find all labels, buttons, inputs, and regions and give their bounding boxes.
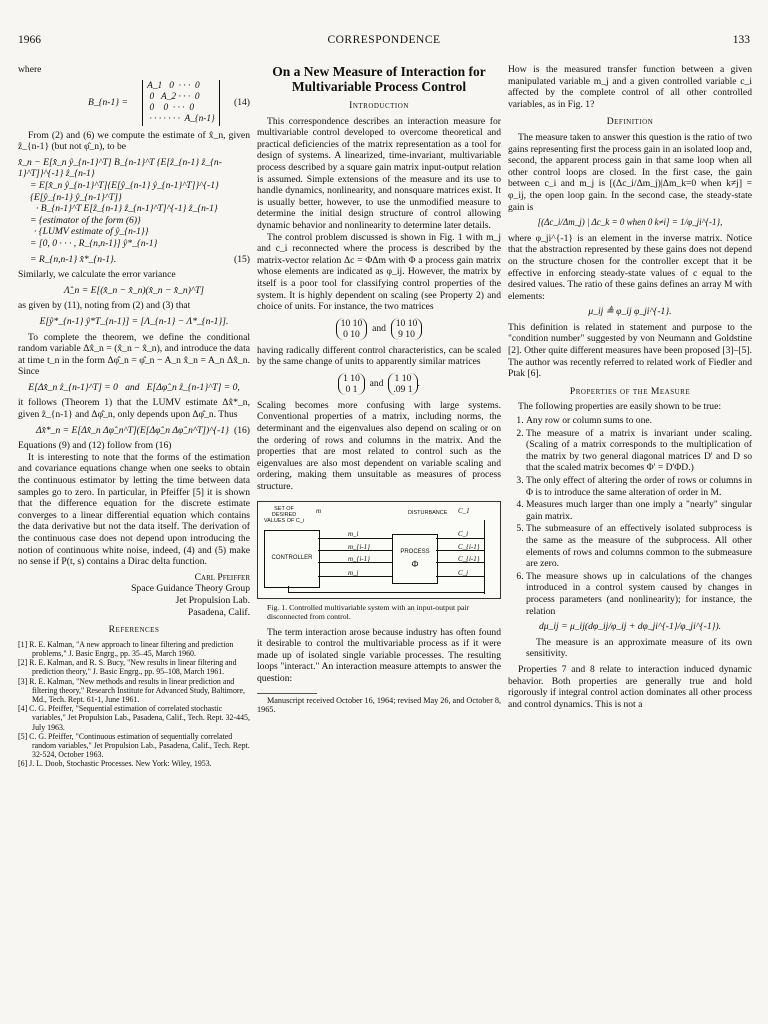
paragraph: Scaling becomes more confusing with large systems. Conventional properties of a matrix, including norms, the determinant and the eigenvalues also depend on scaling or on the ordering of rows and columns in the matrix. And the properties that are most related to control such as the eigenvalues are also most dependent on variable scaling and ordering, making them unsuitable as measures of process structure. [257,399,501,493]
paragraph: How is the measured transfer function between a given manipulated variable m_j and a given controlled variable c_i affected by the complete control of all other controlled variables, as in Fig. 1? [508,64,752,110]
property-list [508,415,752,617]
paragraph: The term interaction arose because industry has often found it desirable to control the multivariable process as if it were made up of isolated single variable processes. The resulting loops "interact." An interaction measure attempts to answer the question: [257,626,501,684]
equation: E[ŷ*_{n-1} ŷ*T_{n-1}] = [Λ_{n-1} − Λ*_{n-1}]. [39,315,229,327]
column-middle [257,64,501,715]
process-box: PROCESS Φ [392,534,438,584]
reference-item: [1] R. E. Kalman, "A new approach to linear filtering and prediction problems," J. Basic Engrg., pp. 35–45, March 1960. [18,639,234,658]
equation: dμ_ij = μ_ij(dφ_ij/φ_ij + dφ_ji^{-1}/φ_ji^{-1}). [538,621,722,633]
equation: Λ̂_n = E[(x̂_n − x̂_n)(x̂_n − x̂_n)^T] [63,284,205,296]
figure-label-m: m [316,506,322,515]
equation-block: x̂_n − E[x̂_n ŷ_{n-1}^T] B_{n-1}^T {E[ẑ_{n-1} ẑ_{n-1}^T]}^{-1} ẑ_{n-1} = E[x̂_n ŷ_{n-1}^T]{E[ŷ_{n-1} ŷ_{n-1}^T]}^{-1}{E[ŷ_{n-1} ŷ_{n-1}^T]} · B_{n-1}^T E[ẑ_{n-1} ẑ_{n-1}^T]^{-1} ẑ_{n-1} = {estimator of the form (6)} · {LUMV estimate of ŷ_{n-1}} = [0, 0 · · · , R_{n,n-1}] ŷ*_{n-1} [18,156,222,249]
paragraph: From (2) and (6) we compute the estimate of x̂_n, given ẑ_{n-1} (but not φ̂_n), to be [18,129,250,153]
matrix: 1 10 .09 1 [388,373,417,395]
list-item: 5. The submeasure of an effectively isolated subprocess is the same as the measure of the subprocess. All other elements of rows and columns common to the submeasure are zero. [526,523,752,569]
paragraph: The control problem discussed is shown in Fig. 1 with m_j and c_i reconnected where the process is described by the matrix-vector relation Δc = ΦΔm with Φ a process gain matrix whose elements are indicated as φ_ij. However, the matrix by itself is a poor tool for classifying control properties of the system. It is highly dependent on scaling (see Property 2) and choice of units. For instance, the two matrices [257,231,501,313]
matrix: 10 10 9 10 [391,318,423,340]
equation-14 [18,80,250,126]
paragraph: it follows (Theorem 1) that the LUMV estimate Δx̂*_n, given ẑ_{n-1} and Δφ̂_n, only depends upon Δφ̂_n. Thus [18,397,250,421]
section-title: CORRESPONDENCE [327,34,441,46]
figure-caption: Fig. 1. Controlled multivariable system with an input-output pair disconnected from control. [267,602,470,621]
column-right [508,64,752,710]
reference-item: [6] J. L. Doob, Stochastic Processes. New York: Wiley, 1953. [18,759,212,769]
reference-item: [5] C. G. Pfeiffer, "Continuous estimation of sequentially correlated random variables," Jet Propulsion Lab., Pasadena, Calif., Tech. Rept. 32-524, October 1963. [18,731,250,760]
column-left [18,64,250,769]
equation-number: (15) [234,253,250,265]
equation: E[Δx̂_n ẑ_{n-1}^T] = 0 and E[Δφ̂_n ẑ_{n-1}^T] = 0, [28,381,240,393]
matrix: 10 10 0 10 [336,318,368,340]
paragraph: The measure taken to answer this question is the ratio of two gains representing first the process gain in an isolated loop and, second, the apparent process gain in that same loop when all other control loops are closed. In the first case, the gain between c_i and m_j is [(Δc_i/Δm_j)|Δm_k=0 when k≠j] = φ_ij, the open loop gain. In the second case, the steady-state gain is [508,131,752,213]
paragraph: It is interesting to note that the forms of the estimation and covariance equations change when one seeks to obtain the continuous estimator by letting the time between data samples go to zero. In particular, in Pfeiffer [5] it is shown that the difference equation for the discrete estimate converges to a linear differential equation which contains the data derivative but not the data itself. The derivation of the continuous case does not depend upon introducing the notion of continuous white noise, indeed, (4) and (5) make no sense if P(t, s) contains a Dirac delta function. [18,451,250,568]
list-item: 3. The only effect of altering the order of rows or columns in Φ is to introduce the same alteration of order in M. [526,475,752,498]
paragraph: Similarly, we calculate the error variance [18,269,176,281]
list-item: 6. The measure shows up in calculations of the changes introduced in a control system caused by changes in process parameters (and nonlinearity); for instance, the relation [526,571,752,617]
paragraph: This correspondence describes an interaction measure for multivariable control developed to overcome theoretical and practical deficiencies of the matrix representation as a tool for design of systems. A linearized, time-invariant, multivariable process described by a square gain matrix input-output relation is assumed. Simple extensions of the measure and its use to handle dynamics, nonlinearity, and nonsquare matrices exist. It is usually better, however, to use the unmodified measure to determine the initial design structure of control allowing dynamic behavior and nonlinearity to determine later details. [257,115,501,231]
reference-item: [2] R. E. Kalman, and R. S. Bucy, "New results in linear filtering and prediction theory," J. Basic Engrg., pp. 95–108, March 1961. [18,658,237,677]
equation-15: = R_{n,n-1} x̂*_{n-1}. (15) [30,253,250,265]
section-heading-definition: Definition [606,116,654,128]
page-number: 133 [732,34,750,46]
section-heading-properties: Properties of the Measure [569,385,691,397]
paragraph: Equations (9) and (12) follow from (16) [18,440,172,452]
equation: μ_ij ≜ φ_ij φ_ji^{-1}. [588,306,672,318]
journal-year: 1966 [18,34,41,46]
author-signature: Carl Pfeiffer Space Guidance Theory Group Jet Propulsion Lab. Pasadena, Calif. [131,571,250,618]
paragraph: having radically different control characteristics, can be scaled by the same change of units to apparently similar matrices [257,344,501,368]
paragraph-where: where [18,64,42,75]
reference-item: [3] R. E. Kalman, "New methods and results in linear prediction and filtering theory," Research Institute for Advanced Study, Baltimore, Md., Tech. Rept. 61-1, June 1961. [18,676,245,704]
equation: [(Δc_i/Δm_j) | Δc_k = 0 when 0 k≠i] = 1/φ_ji^{-1}, [537,217,723,228]
equation-lhs: B_{n-1} = [88,96,128,108]
figure-label-disturbance: DISTURBANCE [408,509,448,516]
article-title: On a New Measure of Interaction for Multivariable Process Control [272,64,486,94]
paragraph: To complete the theorem, we define the conditional random variable Δx̂_n = (x̂_n − x̂_n), and introduce the data at time t_n in the form Δφ̂_n = φ̂_n − A_n x̂_n = A_n Δx̂_n. Since [18,331,250,378]
paragraph: where φ_ji^{-1} is an element in the inverse matrix. Notice that the abstraction represented by these gains does not depend on the structure chosen for the controller except that it be effective in enforcing steady-state values of c equal to the desired values. The ratio of these gains defines an array M with elements: [508,232,752,302]
matrix-pair-1: 10 10 0 10 and 10 10 9 10 [257,318,501,340]
equation-16: Δx̂*_n = E[Δx̂_n Δφ̂_n^T](E[Δφ̂_n Δφ̂_n^T])^{-1} (16) [36,424,250,436]
paragraph: The following properties are easily shown to be true: [518,401,722,413]
figure-label-setpoints: SET OF DESIRED VALUES OF C_i [263,505,305,524]
list-item: 2. The measure of a matrix is invariant under scaling. (Scaling of a matrix corresponds to the multiplication of the matrix by two general diagonal matrices D' and D so that the scaled matrix becomes Φ' = D'ΦD.) [526,428,752,474]
figure-1-block-diagram: SET OF DESIRED VALUES OF C_i m CONTROLLER PROCESS Φ DISTURBANCE C_1 m_i m_{i-1} m_{i-1} m_j C_i C_{i-1} C_{i-1} C_j [257,501,501,599]
list-item: 4. Measures much larger than one imply a "nearly" singular gain matrix. [526,499,752,522]
paragraph: The measure is an approximate measure of its own sensitivity. [526,636,752,660]
block-matrix: A_1 0 · · · 0 0 A_2 · · · 0 0 0 · · · 0 · · · · · · · A_{n-1} [142,80,220,126]
section-heading-introduction: Introduction [349,100,409,111]
matrix-pair-2: 1 10 0 1 and 1 10 .09 1. [257,373,501,395]
manuscript-note: Manuscript received October 16, 1964; revised May 26, and October 8, 1965. [257,695,501,715]
matrix: 1 10 0 1 [338,373,365,395]
equation-number: (16) [234,424,250,436]
reference-item: [4] C. G. Pfeiffer, "Sequential estimation of correlated stochastic variables," Jet Propulsion Lab., Pasadena, Calif., Tech. Rept. 32-445, July 1963. [18,704,250,732]
references-heading: References [108,624,160,636]
paragraph: Properties 7 and 8 relate to interaction induced dynamic behavior. Both properties are generally true and hold rigorously if integral control action dominates all other process and control dynamics. This is not a [508,663,752,710]
paragraph: This definition is related in statement and purpose to the "condition number" suggested by von Neumann and Goldstine [2]. Other quite different measures have been proposed [3]–[5]. The author was recently referred to related work of Fiedler and Ptak [6]. [508,321,752,380]
reference-list [18,640,250,769]
list-item: 1. Any row or column sums to one. [526,415,752,427]
paragraph: as given by (11), noting from (2) and (3) that [18,300,191,312]
equation-number: (14) [234,96,250,108]
controller-box: CONTROLLER [264,530,320,588]
